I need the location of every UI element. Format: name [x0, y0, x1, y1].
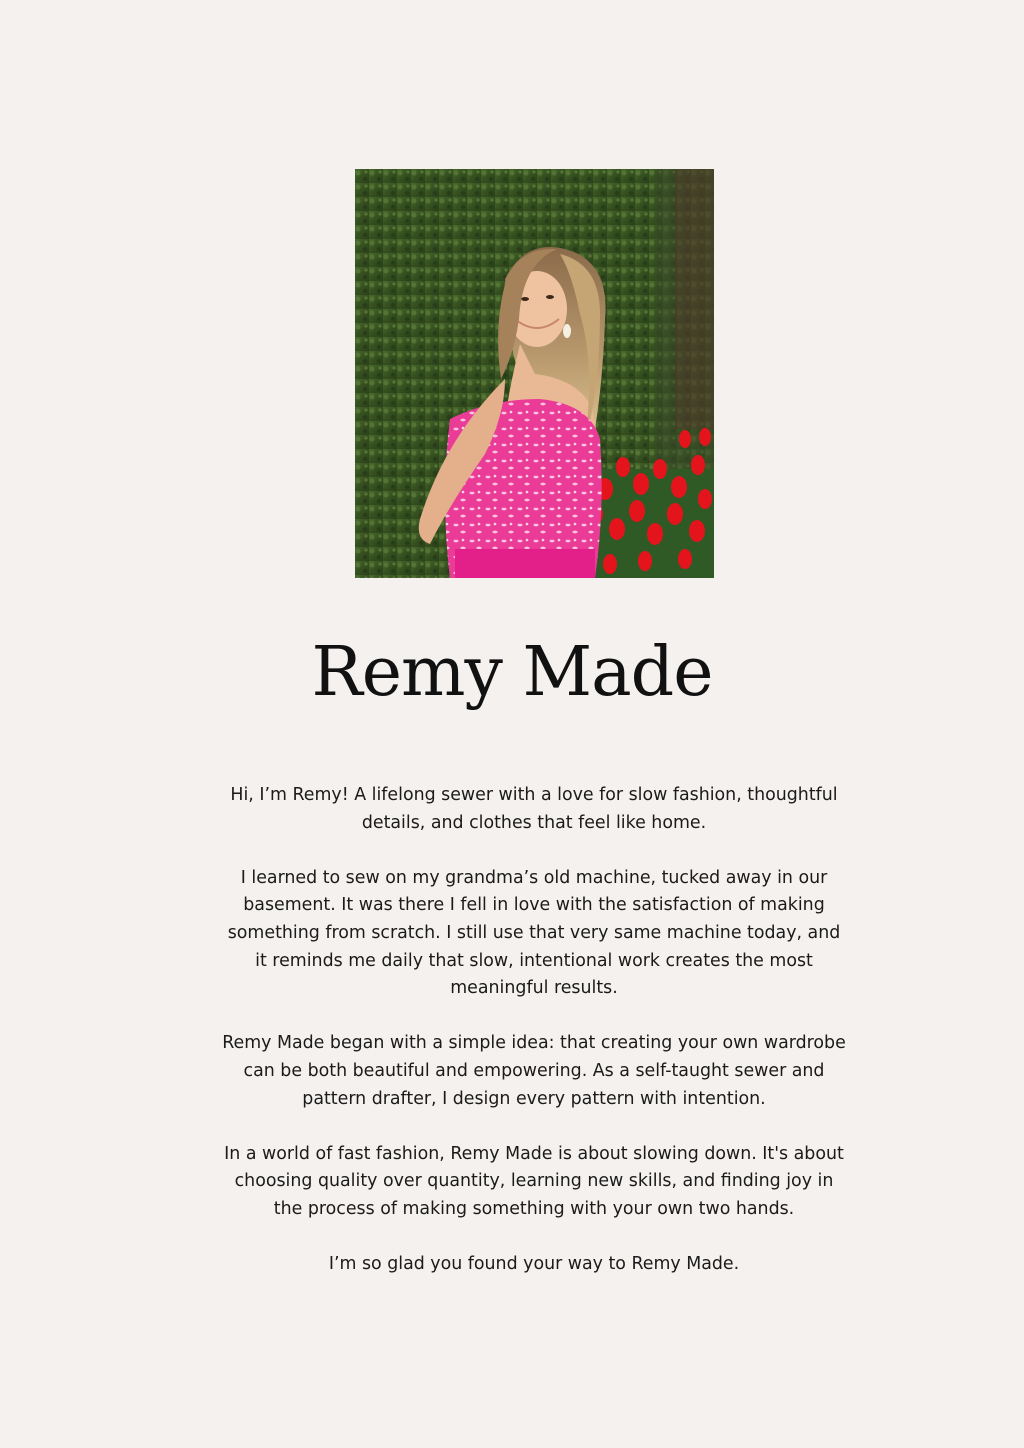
paragraph-mission: Remy Made began with a simple idea: that creating your own wardrobe can be both beautiful and empowering. As a self-taught sewer and pattern drafter, I design every pattern with intention.: [222, 1033, 846, 1109]
paragraph-intro: Hi, I’m Remy! A lifelong sewer with a love for slow fashion, thoughtful details, and clothes that feel like home.: [230, 785, 838, 833]
about-text: [222, 782, 846, 1306]
paragraph-values: In a world of fast fashion, Remy Made is about slowing down. It's about choosing quality over quantity, learning new skills, and finding joy in the process of making something with your own two hands.: [224, 1143, 844, 1219]
portrait-photo: [355, 169, 714, 578]
paragraph-origin: I learned to sew on my grandma’s old machine, tucked away in our basement. It was there I fell in love with the satisfaction of making something from scratch. I still use that very same machine today, and it reminds me daily that slow, intentional work creates the most meaningful results.: [227, 867, 841, 999]
page-title: Remy Made: [311, 633, 713, 712]
paragraph-closing: I’m so glad you found your way to Remy Made.: [328, 1254, 740, 1275]
